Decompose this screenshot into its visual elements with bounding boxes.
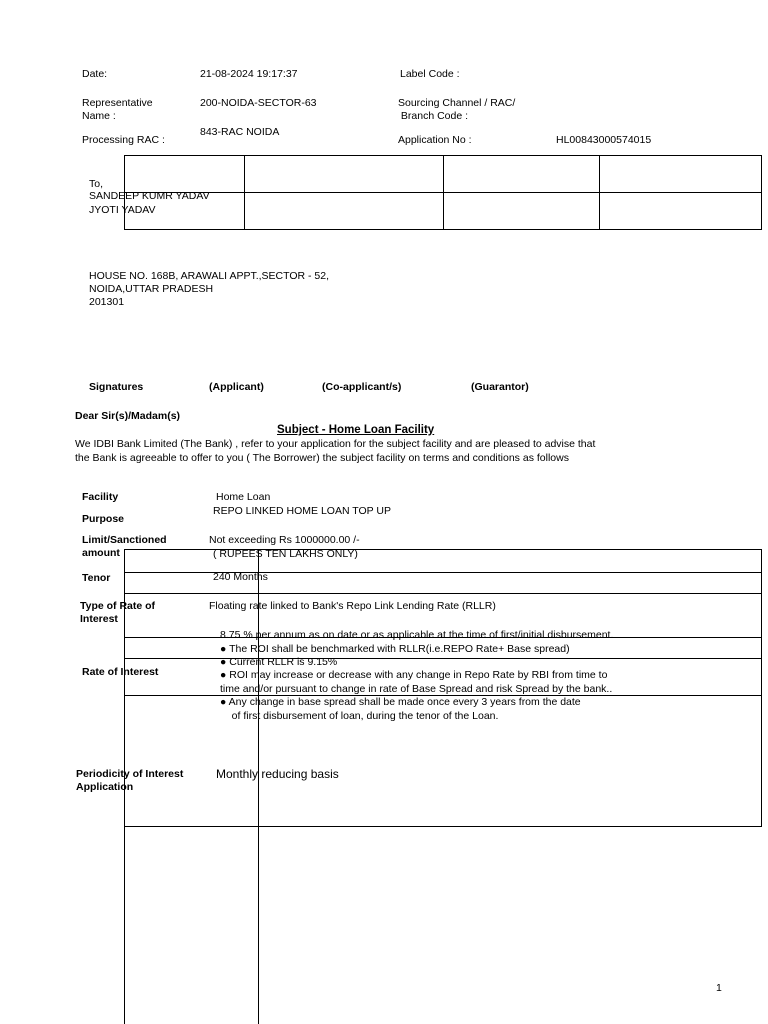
- roi-line-2: ● The ROI shall be benchmarked with RLLR(i.e.REPO Rate+ Base spread): [220, 643, 570, 655]
- sourcing-channel-label: Sourcing Channel / RAC/ Branch Code :: [398, 97, 516, 122]
- facility-label: Facility: [82, 491, 119, 503]
- letter-body-line-2: the Bank is agreeable to offer to you ( The Borrower) the subject facility on terms and conditions as follows: [75, 452, 569, 464]
- processing-rac-label: Processing RAC :: [82, 134, 165, 146]
- periodicity-value: Monthly reducing basis: [216, 767, 339, 781]
- limit-label: Limit/Sanctioned amount: [82, 534, 167, 559]
- rate-type-label: Type of Rate of Interest: [80, 600, 156, 625]
- tenor-label: Tenor: [82, 572, 111, 584]
- tenor-value: 240 Months: [213, 571, 268, 583]
- address-line-2: NOIDA,UTTAR PRADESH: [89, 283, 214, 295]
- signature-guarantor: (Guarantor): [471, 381, 529, 393]
- terms-table-rule: [761, 549, 762, 827]
- top-table-rule: [599, 155, 600, 230]
- letter-body-line-1: We IDBI Bank Limited (The Bank) , refer to your application for the subject facility and are pleased to advise that: [75, 438, 596, 450]
- purpose-value: REPO LINKED HOME LOAN TOP UP: [213, 505, 391, 517]
- rate-of-interest-label: Rate of Interest: [82, 666, 159, 678]
- roi-line-3: ● Current RLLR is 9.15%: [220, 656, 338, 668]
- rate-type-value: Floating rate linked to Bank's Repo Link Lending Rate (RLLR): [209, 600, 496, 612]
- top-table-rule: [244, 155, 245, 230]
- representative-value: 200-NOIDA-SECTOR-63: [200, 97, 317, 109]
- roi-line-1: 8.75 % per annum as on date or as applicable at the time of first/initial disbursement.: [220, 629, 614, 641]
- periodicity-label: Periodicity of Interest Application: [76, 768, 184, 793]
- roi-line-5: time and/or pursuant to change in rate of Base Spread and risk Spread by the bank..: [220, 683, 613, 695]
- signature-applicant: (Applicant): [209, 381, 264, 393]
- page-number: 1: [716, 982, 722, 994]
- to-label: To,: [89, 178, 104, 190]
- date-value: 21-08-2024 19:17:37: [200, 68, 298, 80]
- borrower-name-2: JYOTI YADAV: [89, 204, 156, 216]
- terms-table-rule: [124, 593, 762, 594]
- address-line-1: HOUSE NO. 168B, ARAWALI APPT.,SECTOR - 52,: [89, 270, 330, 282]
- roi-line-4: ● ROI may increase or decrease with any change in Repo Rate by RBI from time to: [220, 669, 608, 681]
- signature-coapplicant: (Co-applicant/s): [322, 381, 402, 393]
- application-no-value: HL00843000574015: [556, 134, 652, 146]
- top-table-rule: [761, 155, 762, 230]
- limit-in-words: ( RUPEES TEN LAKHS ONLY): [213, 548, 358, 560]
- roi-line-7: of first disbursement of loan, during the tenor of the Loan.: [220, 710, 499, 722]
- terms-table-rule: [124, 826, 762, 827]
- date-label: Date:: [82, 68, 108, 80]
- purpose-label: Purpose: [82, 513, 125, 525]
- application-no-label: Application No :: [398, 134, 472, 146]
- subject-line: Subject - Home Loan Facility: [277, 424, 435, 436]
- representative-label: Representative Name :: [82, 97, 153, 122]
- processing-rac-value: 843-RAC NOIDA: [200, 126, 280, 138]
- top-table-rule: [443, 155, 444, 230]
- salutation: Dear Sir(s)/Madam(s): [75, 410, 181, 422]
- label-code-label: Label Code :: [400, 68, 460, 80]
- facility-value: Home Loan: [216, 491, 271, 503]
- signatures-label: Signatures: [89, 381, 144, 393]
- borrower-name-1: SANDEEP KUMR YADAV: [89, 190, 210, 202]
- roi-line-6: ● Any change in base spread shall be made once every 3 years from the date: [220, 696, 581, 708]
- terms-table-rule: [258, 549, 259, 1024]
- address-pin: 201301: [89, 296, 125, 308]
- limit-value: Not exceeding Rs 1000000.00 /-: [209, 534, 360, 546]
